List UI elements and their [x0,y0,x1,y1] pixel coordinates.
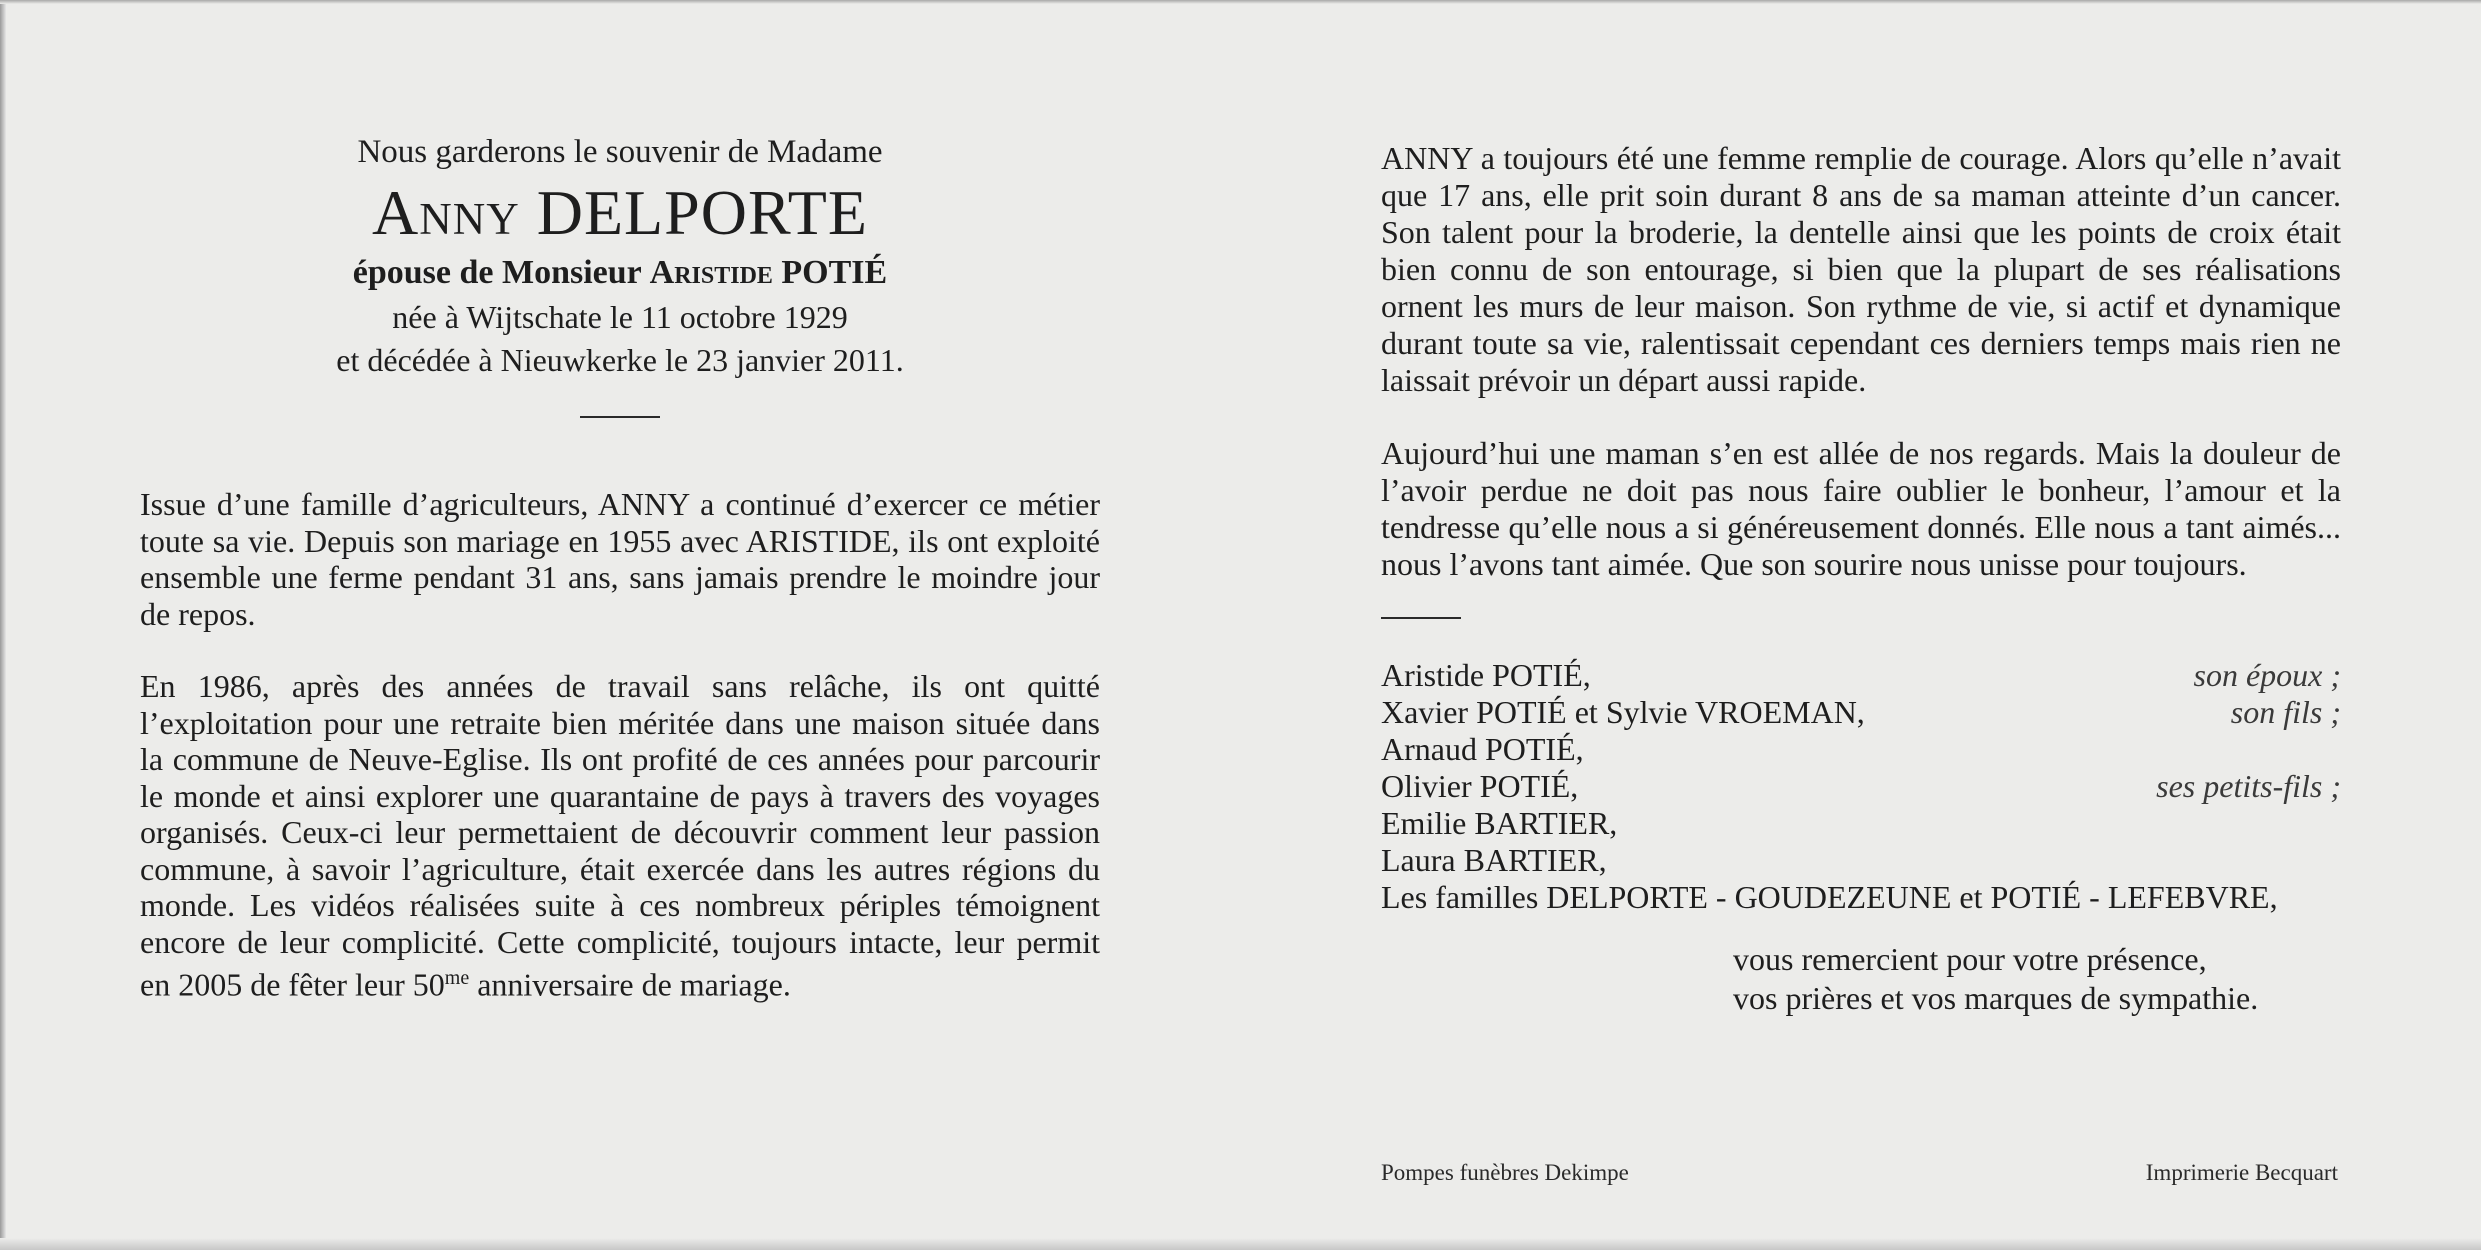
biography-paragraph-2 [140,668,1100,1003]
biography-paragraph-2-end: anniversaire de mariage. [469,966,791,1003]
card-left-edge [0,0,6,1250]
left-column [140,130,1100,1003]
death-line: et décédée à Nieuwkerke le 23 janvier 2011. [336,342,904,378]
family-row [1381,805,2341,842]
family-row [1381,768,2341,805]
ordinal-suffix: me [444,967,470,989]
family-row [1381,657,2341,694]
tribute-paragraph-2: Aujourd’hui une maman s’en est allée de nos regards. Mais la douleur de l’avoir perdue ne doit pas nous faire oublier le bonheur, l’amour et la tendresse qu’elle nous a si généreusement donnés. Elle nous a tant aimés... nous l’avons tant aimée. Que son sourire nous unisse pour toujours. [1381,435,2341,582]
family-member-name: Laura BARTIER, [1381,842,1607,878]
birth-line: née à Wijtschate le 11 octobre 1929 [392,299,848,335]
family-member-name: Olivier POTIÉ, [1381,768,1579,804]
deceased-name: Anny DELPORTE [372,177,868,248]
family-member-name: Arnaud POTIÉ, [1381,731,1584,767]
family-member-role: ses petits-fils ; [2156,768,2341,804]
family-member-name: Les familles DELPORTE - GOUDEZEUNE et POTIÉ - LEFEBVRE, [1381,879,2278,915]
spouse-prefix: épouse de Monsieur [352,254,642,291]
family-row [1381,842,2341,879]
intro-line: Nous garderons le souvenir de Madame [357,134,883,170]
family-row [1381,694,2341,731]
funeral-home: Pompes funèbres Dekimpe [1381,1160,1629,1185]
family-row [1381,731,2341,768]
spouse-name: Aristide POTIÉ [649,254,888,291]
biography-paragraph-2-text: En 1986, après des années de travail sans relâche, ils ont quitté l’exploitation pour une retraite bien méritée dans une maison située dans la commune de Neuve-Eglise. Ils ont profité de ces années pour parcourir le monde et ainsi explorer une quarantaine de pays à travers des voyages organisés. Ceux-ci leur permettaient de découvrir comment leur passion commune, à savoir l’agriculture, était exercée dans les autres régions du monde. Les vidéos réalisées suite à ces nombreux périples témoignent encore de leur complicité. Cette complicité, toujours intacte, leur permit en 2005 de fêter leur 50 [140,668,1100,1003]
footer [1381,1160,2338,1186]
thanks-line-2: vos prières et vos marques de sympathie. [1733,980,2259,1016]
family-row [1381,879,2341,916]
family-member-name: Emilie BARTIER, [1381,805,1618,841]
thanks-line-1: vous remercient pour votre présence, [1733,941,2207,977]
card-top-edge [0,0,2481,4]
family-member-name: Xavier POTIÉ et Sylvie VROEMAN, [1381,694,1865,730]
biography-paragraph-1: Issue d’une famille d’agriculteurs, ANNY a continué d’exercer ce métier toute sa vie. Depuis son mariage en 1955 avec ARISTIDE, ils ont exploité ensemble une ferme pendant 31 ans, sans jamais prendre le moindre jour de repos. [140,486,1100,632]
family-member-name: Aristide POTIÉ, [1381,657,1591,693]
family-list [1381,657,2341,916]
right-column [1381,140,2341,1018]
family-member-role: son fils ; [2230,694,2341,730]
section-divider [580,416,660,418]
thanks-block [1381,940,2341,1018]
card-bottom-edge [0,1238,2481,1250]
spouse-line [140,250,1100,296]
printer: Imprimerie Becquart [2145,1160,2338,1185]
family-member-role: son époux ; [2193,657,2341,693]
tribute-paragraph-1: ANNY a toujours été une femme remplie de courage. Alors qu’elle n’avait que 17 ans, elle prit soin durant 8 ans de sa maman atteinte d’un cancer. Son talent pour la broderie, la dentelle ainsi que les points de croix était bien connu de son entourage, si bien que la plupart de ses réalisations ornent les murs de leur maison. Son rythme de vie, si actif et dynamique durant toute sa vie, ralentissait cependant ces derniers temps mais rien ne laissait prévoir un départ aussi rapide. [1381,140,2341,398]
section-divider-right [1381,617,1461,619]
